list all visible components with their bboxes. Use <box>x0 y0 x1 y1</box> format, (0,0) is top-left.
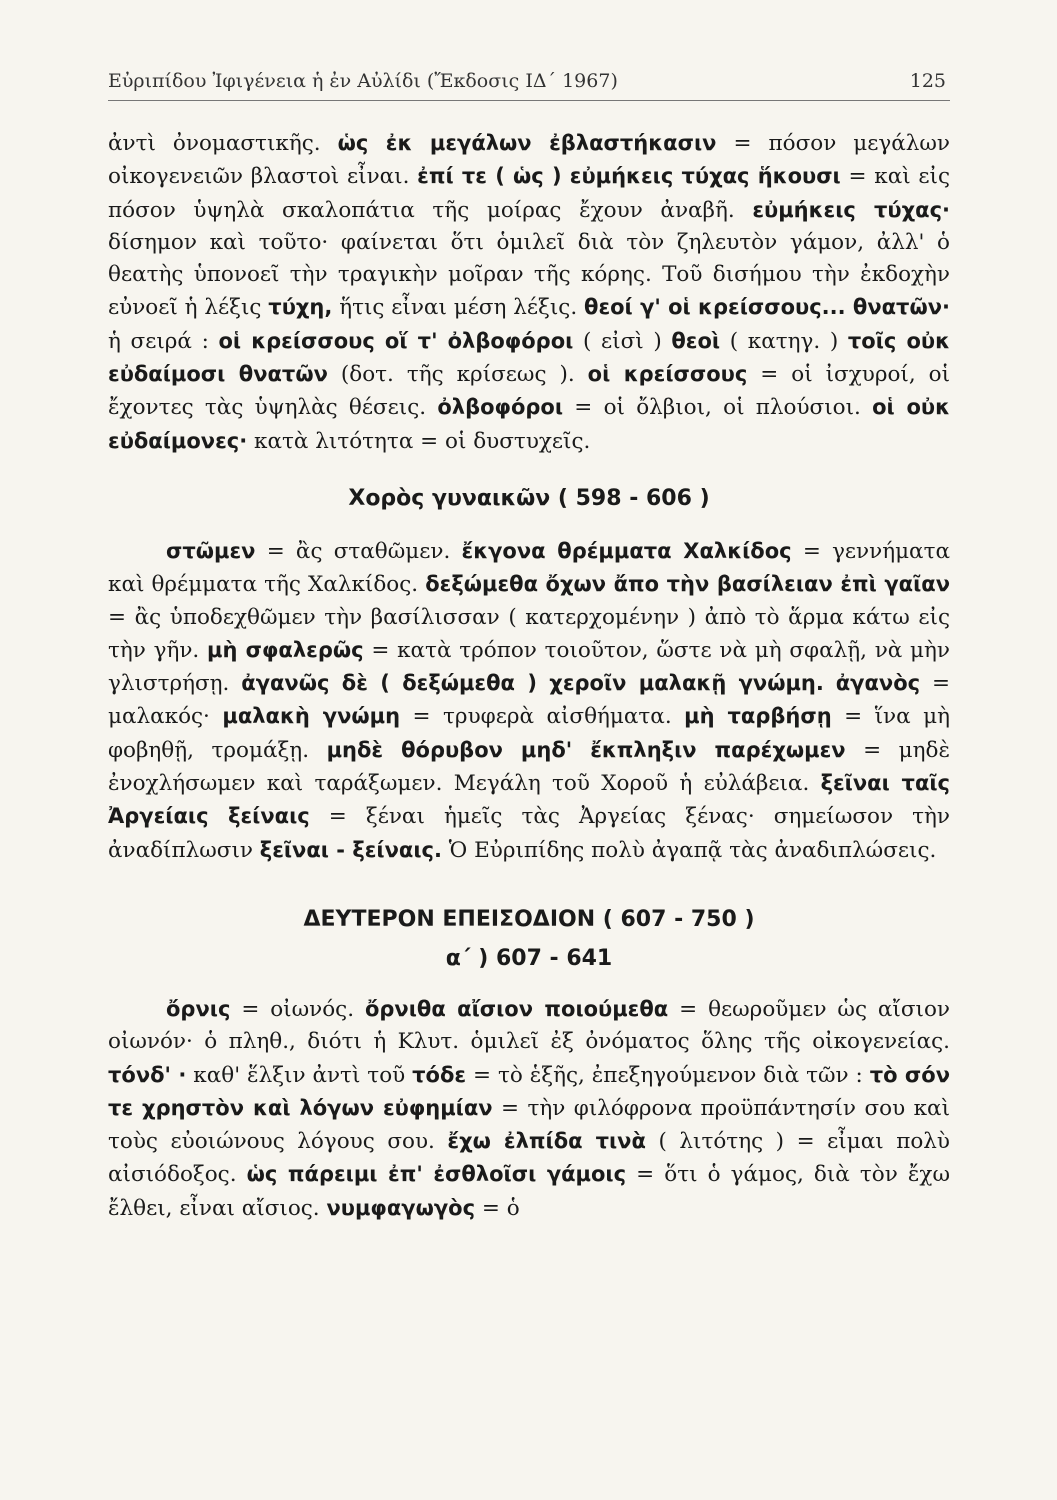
commentary-text: = ξέναι ἡμεῖς τὰς Ἀργείας ξένας· σημείωσον τὴν ἀναδίπλωσιν <box>108 804 950 863</box>
commentary-text: = κατὰ τρόπον τοιοῦτον, ὥστε νὰ μὴ σφαλῇ, νὰ μὴν γλιστρήσῃ. <box>108 637 950 697</box>
lemma-text: μαλακὴ γνώμη <box>222 704 401 729</box>
commentary-text: = ἂς ὑποδεχθῶμεν τὴν βασίλισσαν ( κατερχομένην ) ἀπὸ τὸ ἅρμα κάτω εἰς τὴν γῆν. <box>108 604 950 663</box>
lemma-text: στῶμεν <box>166 538 256 563</box>
page-number: 125 <box>909 70 946 92</box>
lemma-text: ὄρνιθα αἴσιον ποιούμεθα <box>364 996 669 1021</box>
section-heading-chorus: Χορὸς γυναικῶν ( 598 - 606 ) <box>348 485 710 511</box>
section-heading-episode: ΔΕΥΤΕΡΟΝ ΕΠΕΙΣΟΔΙΟΝ ( 607 - 750 ) <box>303 906 755 932</box>
lemma-text: τόδε <box>412 1062 467 1087</box>
lemma-text: τόνδ' · <box>108 1062 187 1087</box>
lemma-text: ξεῖναι ταῖς Ἀργείαις ξείναις <box>108 771 950 829</box>
book-page <box>108 70 950 1470</box>
commentary-text: = ἵνα μὴ φοβηθῇ, τρομάξῃ. <box>108 704 950 763</box>
commentary-text: ἡ σειρά : <box>108 328 219 354</box>
commentary-text: = τὴν φιλόφρονα προϋπάντησίν σου καὶ τοὺς εὐοιώνους λόγους σου. <box>108 1095 950 1155</box>
lemma-text: ἔκγονα θρέμματα Χαλκίδος <box>461 538 792 563</box>
lemma-text: οἱ κρείσσους οἵ τ' ὀλβοφόροι <box>218 328 574 353</box>
lemma-text: ἀγανὸς <box>835 671 921 696</box>
lemma-text: τύχη, <box>268 295 333 320</box>
commentary-text: = οἰωνός. <box>230 996 365 1022</box>
commentary-text: = ἂς σταθῶμεν. <box>255 538 462 564</box>
commentary-text: ( εἰσὶ ) <box>573 328 672 354</box>
lemma-text: τοῖς οὐκ εὐδαίμοσι θνατῶν <box>108 328 951 387</box>
commentary-text: = ὅτι ὁ γάμος, διὰ τὸν ἔχω ἔλθει, εἶναι αἴσιος. <box>108 1162 950 1221</box>
lemma-text: θεοὶ <box>671 328 721 353</box>
commentary-text: ἥτις εἶναι μέση λέξις. <box>332 295 585 321</box>
lemma-text: δεξώμεθα ὄχων ἄπο τὴν βασίλειαν ἐπὶ γαῖαν <box>425 572 950 597</box>
commentary-text: Ὁ Εὐριπίδης πολὺ ἀγαπᾷ τὰς ἀναδιπλώσεις. <box>441 837 937 863</box>
lemma-text: εὐμήκεις τύχας· <box>752 197 950 222</box>
commentary-text: (δοτ. τῆς κρίσεως ). <box>327 362 588 388</box>
commentary-text <box>824 671 836 696</box>
commentary-text: = καὶ εἰς πόσον ὑψηλὰ σκαλοπάτια τῆς μοίρας ἔχουν ἀναβῆ. <box>108 164 951 223</box>
commentary-text: δίσημον καὶ τοῦτο· φαίνεται ὅτι ὁμιλεῖ διὰ τὸν ζηλευτὸν γάμον, ἀλλ' ὁ θεατὴς ὑπονοεῖ τὴν τραγικὴν μοῖραν τῆς κόρης. Τοῦ δισήμου τὴν ἐκδοχὴν εὐνοεῖ ἡ λέξις <box>108 229 950 321</box>
lemma-text: ἐπί τε ( ὡς ) εὐμήκεις τύχας ἥκουσι <box>417 164 841 189</box>
lemma-text: ὄρνις <box>166 996 231 1021</box>
commentary-text: = οἱ ὄλβιοι, οἱ πλούσιοι. <box>563 395 873 421</box>
running-header <box>108 70 950 101</box>
lemma-text: θεοί γ' οἱ κρείσσους... θνατῶν· <box>584 295 950 320</box>
commentary-text: = γεννήματα καὶ θρέμματα τῆς Χαλκίδος. <box>108 538 950 598</box>
commentary-text: = τρυφερὰ αἰσθήματα. <box>400 704 685 730</box>
commentary-paragraph-1 <box>108 127 950 458</box>
commentary-text: = οἱ ἰσχυροί, οἱ ἔχοντες τὰς ὑψηλὰς θέσεις. <box>108 362 951 421</box>
commentary-text: καθ' ἕλξιν ἀντὶ τοῦ <box>186 1062 413 1088</box>
commentary-text: = ὁ <box>475 1195 520 1221</box>
running-title: Εὐριπίδου Ἰφιγένεια ἡ ἐν Αὐλίδι (Ἔκδοσις ΙΔ΄ 1967) <box>108 70 618 92</box>
commentary-paragraph-2 <box>108 535 950 867</box>
lemma-text: οἱ οὐκ εὐδαίμονες· <box>108 395 951 453</box>
lemma-text: μὴ ταρβήσῃ <box>684 704 832 729</box>
commentary-text: = θεωροῦμεν ὡς αἴσιον οἰωνόν· ὁ πληθ., διότι ἡ Κλυτ. ὁμιλεῖ ἐξ ὀνόματος ὅλης τῆς οἰκογενείας. <box>108 996 950 1055</box>
lemma-text: μὴ σφαλερῶς <box>207 637 364 662</box>
lemma-text: ὡς ἐκ μεγάλων ἐβλαστήκασιν <box>337 131 717 155</box>
lemma-text: ὀλβοφόροι <box>437 395 564 420</box>
lemma-text: νυμφαγωγὸς <box>326 1195 476 1220</box>
lemma-text: ξεῖναι - ξείναις. <box>259 837 442 862</box>
commentary-paragraph-3 <box>108 993 950 1225</box>
commentary-text: = τὸ ἑξῆς, ἐπεξηγούμενον διὰ τῶν : <box>466 1062 870 1088</box>
lemma-text: ἀγανῶς δὲ ( δεξώμεθα ) χεροῖν μαλακῇ γνώμη. <box>241 671 824 696</box>
commentary-text: = μαλακός· <box>108 671 950 730</box>
commentary-text: ἀντὶ ὀνομαστικῆς. <box>108 131 338 156</box>
lemma-text: οἱ κρείσσους <box>587 362 748 387</box>
commentary-text: = πόσον μεγάλων οἰκογενειῶν βλαστοὶ εἶναι. <box>108 131 950 190</box>
commentary-text: = μηδὲ ἐνοχλήσωμεν καὶ ταράξωμεν. Μεγάλη τοῦ Χοροῦ ἡ εὐλάβεια. <box>108 737 950 797</box>
commentary-text: κατὰ λιτότητα = οἱ δυστυχεῖς. <box>247 428 591 454</box>
lemma-text: ὡς πάρειμι ἐπ' ἐσθλοῖσι γάμοις <box>246 1162 627 1187</box>
subsection-heading: α΄ ) 607 - 641 <box>445 945 613 971</box>
commentary-text: ( κατηγ. ) <box>720 328 848 354</box>
lemma-text: τὸ σόν τε χρηστὸν καὶ λόγων εὐφημίαν <box>108 1062 951 1120</box>
commentary-text: ( λιτότης ) = εἶμαι πολὺ αἰσιόδοξος. <box>108 1129 950 1188</box>
lemma-text: ἔχω ἐλπίδα τινὰ <box>447 1129 646 1154</box>
lemma-text: μηδὲ θόρυβον μηδ' ἔκπληξιν παρέχωμεν <box>326 737 846 762</box>
